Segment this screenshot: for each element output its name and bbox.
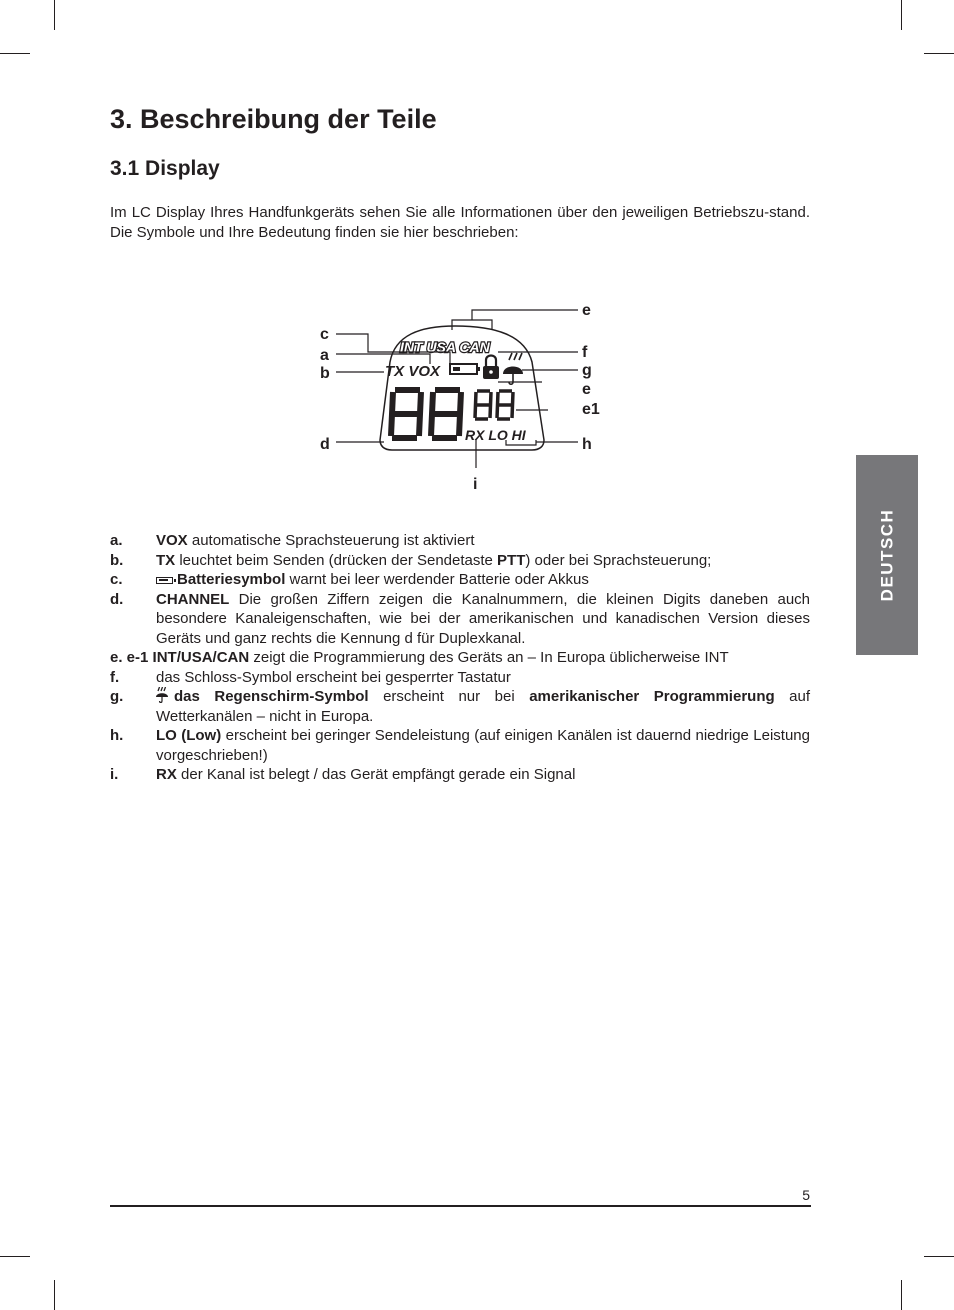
label-e-mid: e — [582, 381, 591, 398]
legend-text: der Kanal ist belegt / das Gerät empfängt gerade ein Signal — [176, 766, 576, 783]
battery-icon — [156, 577, 173, 584]
legend-text: das Schloss-Symbol erscheint bei gesperrter Tastatur — [156, 668, 511, 686]
legend-text: leuchtet beim Senden (drücken der Sendetaste — [175, 551, 498, 569]
language-tab-label: DEUTSCH — [877, 508, 897, 602]
legend-item-i — [110, 765, 810, 785]
legend-term: das Regenschirm-Symbol — [174, 688, 369, 705]
legend-text: ) oder bei Sprachsteuerung; — [525, 551, 712, 569]
crop-mark — [901, 1280, 902, 1310]
crop-mark — [924, 1256, 954, 1257]
language-tab — [856, 455, 918, 655]
page-number: 5 — [802, 1187, 810, 1203]
small-digits — [475, 391, 513, 419]
legend-term: CHANNEL — [156, 590, 230, 608]
legend-item-h — [110, 726, 810, 765]
legend-term: VOX — [156, 532, 188, 549]
legend-term: PTT — [497, 551, 526, 569]
intro-paragraph: Im LC Display Ihres Handfunkgeräts sehen Sie alle Informationen über den jeweiligen Betriebszu-stand. Die Symbole und Ihre Bedeutung finden sie hier beschrieben: — [110, 204, 810, 241]
legend-term: INT/USA/CAN — [152, 649, 250, 666]
legend-key: d. — [110, 590, 124, 608]
legend-term: TX — [156, 551, 176, 569]
label-d: d — [320, 436, 330, 453]
legend-key: h. — [110, 727, 124, 744]
legend-item-a — [110, 531, 810, 551]
legend-key: f. — [110, 668, 120, 686]
crop-mark — [924, 53, 954, 54]
legend-text: zeigt die Programmierung des Geräts an – In Europa üblicherweise INT — [249, 649, 729, 666]
legend-term: Batteriesymbol — [177, 571, 286, 588]
legend-term: amerikanischer Programmierung — [529, 688, 775, 705]
legend-item-b — [110, 551, 810, 571]
label-f: f — [582, 344, 588, 361]
lcd-diagram — [300, 290, 640, 500]
lcd-rx-lo-hi-text: RX LO HI — [465, 427, 526, 443]
legend-term: RX — [156, 766, 177, 783]
label-e-top: e — [582, 302, 591, 319]
legend-term: LO (Low) — [156, 727, 222, 744]
label-a: a — [320, 347, 329, 364]
label-g: g — [582, 362, 592, 379]
crop-mark — [54, 0, 55, 30]
lcd-region-text: INT USA CAN — [400, 339, 490, 355]
legend-text: erscheint bei geringer Sendeleistung (auf einigen Kanälen ist dauernd niedrige Leistung vorgeschrieben!) — [156, 727, 810, 764]
legend-key: e. e-1 — [110, 649, 149, 666]
legend-item-c — [110, 570, 810, 590]
crop-mark — [901, 0, 902, 30]
crop-mark — [0, 1256, 30, 1257]
label-e1: e1 — [582, 401, 600, 418]
label-h: h — [582, 436, 592, 453]
legend-item-d — [110, 590, 810, 649]
umbrella-icon — [156, 687, 168, 703]
legend-item-f — [110, 668, 810, 688]
legend-key: g. — [110, 688, 124, 705]
legend-list — [110, 531, 810, 785]
footer-rule — [110, 1205, 811, 1207]
lock-icon — [483, 356, 499, 380]
lcd-tx-vox-text: TX VOX — [385, 363, 441, 380]
label-b: b — [320, 365, 330, 382]
legend-text: automatische Sprachsteuerung ist aktiviert — [187, 532, 475, 549]
battery-icon — [450, 364, 480, 374]
legend-key: c. — [110, 571, 123, 588]
label-i: i — [473, 476, 478, 493]
legend-key: b. — [110, 551, 124, 569]
label-c: c — [320, 326, 329, 343]
legend-item-e — [110, 648, 810, 668]
legend-key: a. — [110, 532, 123, 549]
section-title: 3.1 Display — [110, 157, 220, 180]
big-digits — [391, 390, 461, 438]
crop-mark — [0, 53, 30, 54]
legend-text: auf Wetterkanälen – nicht in Europa. — [156, 688, 811, 725]
legend-text: warnt bei leer werdender Batterie oder Akkus — [285, 571, 589, 588]
page-title: 3. Beschreibung der Teile — [110, 104, 437, 134]
legend-item-g — [110, 687, 810, 726]
crop-mark — [54, 1280, 55, 1310]
umbrella-icon — [503, 353, 523, 384]
legend-text: Die großen Ziffern zeigen die Kanalnummern, die kleinen Digits daneben auch besondere Kanaleigenschaften, wie bei der amerikanischen und kanadischen Version dieses Geräts und ganz rechts die Kennung d für Duplexkanal. — [156, 590, 810, 647]
legend-key: i. — [110, 766, 119, 783]
legend-text: erscheint nur bei — [368, 688, 530, 705]
